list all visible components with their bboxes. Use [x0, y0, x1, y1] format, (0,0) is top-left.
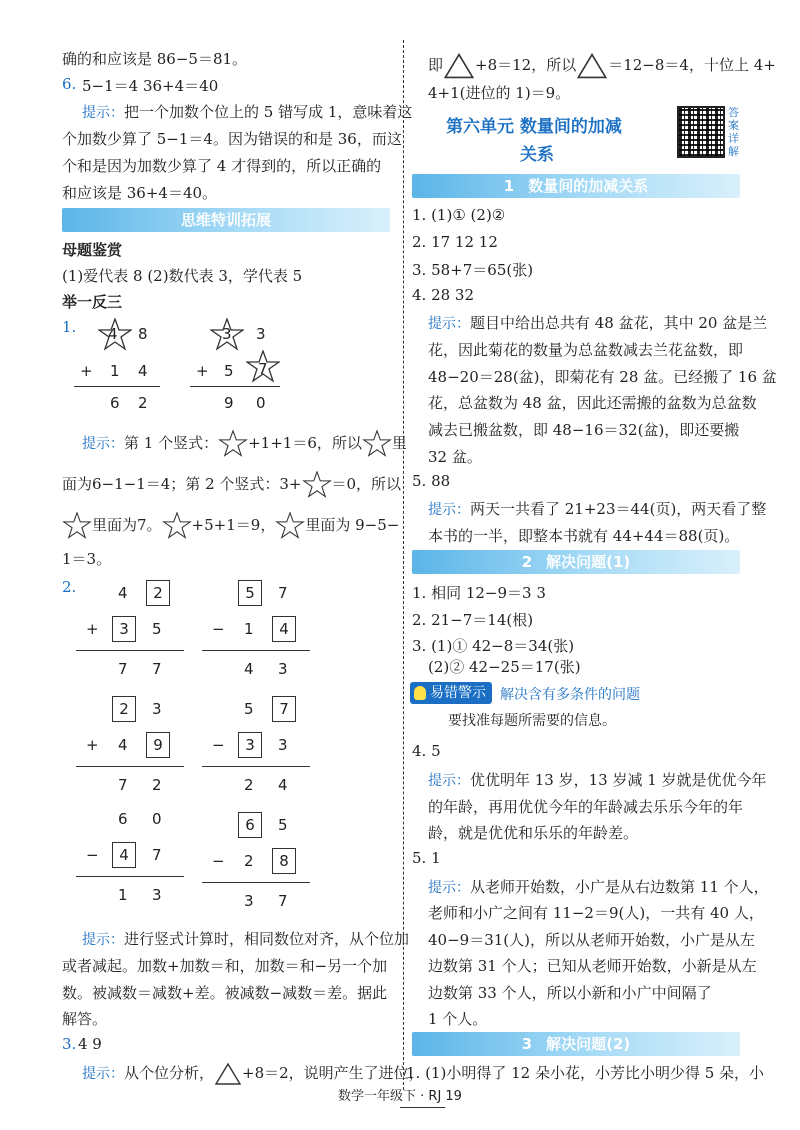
hint-line: 边数第 33 个人，所以小新和小广中间隔了: [428, 984, 712, 1002]
calc-rule: [202, 882, 310, 883]
digit: 4: [244, 660, 254, 678]
digit: 4: [118, 736, 128, 754]
hint-line: 提示：题目中给出总共有 48 盆花，其中 20 盆是兰: [428, 314, 768, 332]
answer-text: 4. 28 32: [412, 286, 475, 304]
hint-line: 面为6−1−1＝4；第 2 个竖式：3+ ＝0，所以: [62, 471, 401, 499]
answer-box: 4: [272, 616, 296, 642]
hint-line: 提示：把一个加数个位上的 5 错写成 1，意味着这: [82, 103, 413, 121]
lightbulb-icon: [414, 686, 426, 700]
warning-text: 要找准每题所需要的信息。: [448, 713, 616, 729]
question-number: 3.: [62, 1035, 77, 1053]
hint-label: 提示：: [82, 105, 124, 121]
hint-line: 花，总盆数为 48 盆，因此还需搬的盆数为总盆数: [428, 394, 757, 412]
digit: 5: [278, 816, 288, 834]
digit: 6: [118, 810, 128, 828]
answer-text: 5−1＝4 36+4＝40: [82, 77, 219, 95]
star-icon: [218, 430, 248, 458]
hint-line: 的年龄，再用优优今年的年龄减去乐乐今年的年: [428, 798, 744, 816]
question-number: 6.: [62, 75, 77, 93]
star-icon: [62, 512, 92, 540]
warning-title: 解决含有多条件的问题: [500, 687, 640, 703]
operator: +: [86, 736, 99, 754]
hint-line: 提示：优优明年 13 岁，13 岁减 1 岁就是优优今年: [428, 771, 767, 789]
hint-line: 40−9＝31(人)，所以从老师开始数，小广是从左: [428, 931, 755, 949]
star-digit: 4: [108, 325, 118, 343]
hint-line: 1＝3。: [62, 550, 112, 568]
column-divider: [403, 40, 404, 1090]
star-icon: [162, 512, 192, 540]
digit: 3: [278, 736, 288, 754]
operator: −: [212, 852, 225, 870]
question-number: 2.: [62, 578, 77, 596]
calc-rule: [76, 650, 184, 651]
digit: 2: [138, 394, 148, 412]
digit: 4: [278, 776, 288, 794]
hint-line: 提示：第 1 个竖式： +1+1＝6，所以 里: [82, 430, 407, 458]
digit: 7: [118, 776, 128, 794]
digit: 7: [152, 660, 162, 678]
digit: 2: [152, 776, 162, 794]
digit: 3: [256, 325, 266, 343]
answer-box: 3: [238, 732, 262, 758]
digit: 4: [138, 362, 148, 380]
triangle-icon: [576, 52, 608, 80]
operator: +: [80, 362, 93, 380]
warning-badge: 易错警示: [410, 682, 492, 704]
hint-line: 个和是因为加数少算了 4 才得到的，所以正确的: [62, 157, 382, 175]
answer-box: 3: [112, 616, 136, 642]
digit: 5: [152, 620, 162, 638]
digit: 9: [224, 394, 234, 412]
calc-rule: [202, 766, 310, 767]
qr-label: 答案详解: [728, 106, 739, 158]
qr-code[interactable]: [677, 106, 725, 158]
star-icon: [302, 471, 332, 499]
answer-box: 2: [112, 696, 136, 722]
footer-rule: [400, 1107, 445, 1108]
answer-box: 4: [112, 842, 136, 868]
answer-text: 1. 相同 12−9＝3 3: [412, 584, 546, 602]
star-digit: 3: [222, 325, 232, 343]
hint-line: 或者减起。加数+加数＝和，加数＝和−另一个加: [62, 957, 388, 975]
answer-box: 9: [146, 732, 170, 758]
digit: 2: [244, 852, 254, 870]
question-number: 1.: [62, 318, 77, 336]
answer-box: 7: [272, 696, 296, 722]
hint-line: 本书的一半，即整本书就有 44+44＝88(页)。: [428, 527, 740, 545]
hint-line: 数。被减数＝减数+差。被减数−减数＝差。据此: [62, 984, 388, 1002]
star-digit: 7: [258, 360, 268, 378]
hint-line: 老师和小广之间有 11−2＝9(人)，一共有 40 人，: [428, 904, 764, 922]
answer-box: 2: [146, 580, 170, 606]
hint-line: 48−20＝28(盆)，即菊花有 28 盆。已经搬了 16 盆: [428, 368, 777, 386]
digit: 7: [278, 584, 288, 602]
answer-text: 1. (1)① (2)②: [412, 206, 506, 224]
answer-box: 8: [272, 848, 296, 874]
digit: 8: [138, 325, 148, 343]
digit: 3: [152, 886, 162, 904]
calc-rule: [74, 386, 160, 387]
star-icon: [275, 512, 305, 540]
section-banner: 1 数量间的加减关系: [412, 174, 740, 198]
answer-text: (2)② 42−25＝17(张): [428, 658, 581, 676]
hint-line: 提示：两天一共看了 21+23＝44(页)，两天看了整: [428, 500, 767, 518]
calc-rule: [202, 650, 310, 651]
section-title: 举一反三: [62, 293, 123, 311]
operator: +: [86, 620, 99, 638]
digit: 0: [256, 394, 266, 412]
digit: 7: [118, 660, 128, 678]
digit: 3: [244, 892, 254, 910]
section-title: 母题鉴赏: [62, 241, 123, 259]
answer-text: 5. 1: [412, 849, 441, 867]
digit: 1: [118, 886, 128, 904]
digit: 6: [110, 394, 120, 412]
operator: −: [212, 620, 225, 638]
star-icon: [362, 430, 392, 458]
digit: 5: [224, 362, 234, 380]
digit: 0: [152, 810, 162, 828]
hint-line: 龄，就是优优和乐乐的年龄差。: [428, 824, 639, 842]
calc-rule: [76, 766, 184, 767]
answer-text: 3. 58+7＝65(张): [412, 261, 534, 279]
operator: −: [212, 736, 225, 754]
unit-title: 第六单元 数量间的加减: [446, 117, 622, 137]
triangle-icon: [214, 1062, 242, 1086]
text-line: 4+1(进位的 1)＝9。: [428, 84, 571, 102]
text-line: 即 +8＝12，所以 ＝12−8＝4，十位上 4+: [428, 52, 776, 80]
triangle-icon: [443, 52, 475, 80]
hint-line: 提示：从老师开始数，小广是从右边数第 11 个人，: [428, 878, 769, 896]
hint-line: 边数第 31 个人；已知从老师开始数，小新是从左: [428, 957, 757, 975]
hint-line: 提示：进行竖式计算时，相同数位对齐，从个位加: [82, 930, 410, 948]
answer-text: 4 9: [78, 1035, 102, 1053]
answer-text: 3. (1)① 42−8＝34(张): [412, 637, 575, 655]
answer-text: 1. (1)小明得了 12 朵小花，小芳比小明少得 5 朵，小: [406, 1064, 765, 1082]
hint-line: 里面为7。 +5+1＝9， 里面为 9−5−: [62, 512, 399, 540]
digit: 4: [118, 584, 128, 602]
answer-text: 2. 21−7＝14(根): [412, 611, 534, 629]
operator: −: [86, 846, 99, 864]
text-line: 确的和应该是 86−5＝81。: [62, 50, 248, 68]
section-banner: 思维特训拓展: [62, 208, 390, 232]
answer-box: 6: [238, 812, 262, 838]
digit: 2: [244, 776, 254, 794]
calc-rule: [76, 876, 184, 877]
digit: 5: [244, 700, 254, 718]
hint-line: 1 个人。: [428, 1010, 488, 1028]
digit: 1: [110, 362, 120, 380]
digit: 3: [278, 660, 288, 678]
operator: +: [196, 362, 209, 380]
digit: 7: [278, 892, 288, 910]
digit: 3: [152, 700, 162, 718]
hint-line: 花，因此菊花的数量为总盆数减去兰花盆数，即: [428, 341, 744, 359]
hint-line: 提示：从个位分析， +8＝2，说明产生了进位，: [82, 1062, 424, 1086]
calc-rule: [190, 386, 280, 387]
hint-line: 解答。: [62, 1010, 108, 1028]
section-banner: 2 解决问题(1): [412, 550, 740, 574]
digit: 7: [152, 846, 162, 864]
digit: 1: [244, 620, 254, 638]
hint-line: 32 盆。: [428, 448, 482, 466]
unit-title: 关系: [520, 145, 554, 165]
hint-line: 减去已搬盆数，即 48−16＝32(盆)，即还要搬: [428, 421, 740, 439]
answer-box: 5: [238, 580, 262, 606]
hint-line: 个加数少算了 5−1＝4。因为错误的和是 36，而这: [62, 130, 402, 148]
hint-line: 和应该是 36+4＝40。: [62, 184, 218, 202]
answer-text: 2. 17 12 12: [412, 233, 498, 251]
answer-text: 4. 5: [412, 742, 441, 760]
answer-text: 5. 88: [412, 472, 451, 490]
answer-text: (1)爱代表 8 (2)数代表 3，学代表 5: [62, 267, 303, 285]
page-footer: 数学一年级下 · RJ 19: [338, 1089, 462, 1104]
section-banner: 3 解决问题(2): [412, 1032, 740, 1056]
